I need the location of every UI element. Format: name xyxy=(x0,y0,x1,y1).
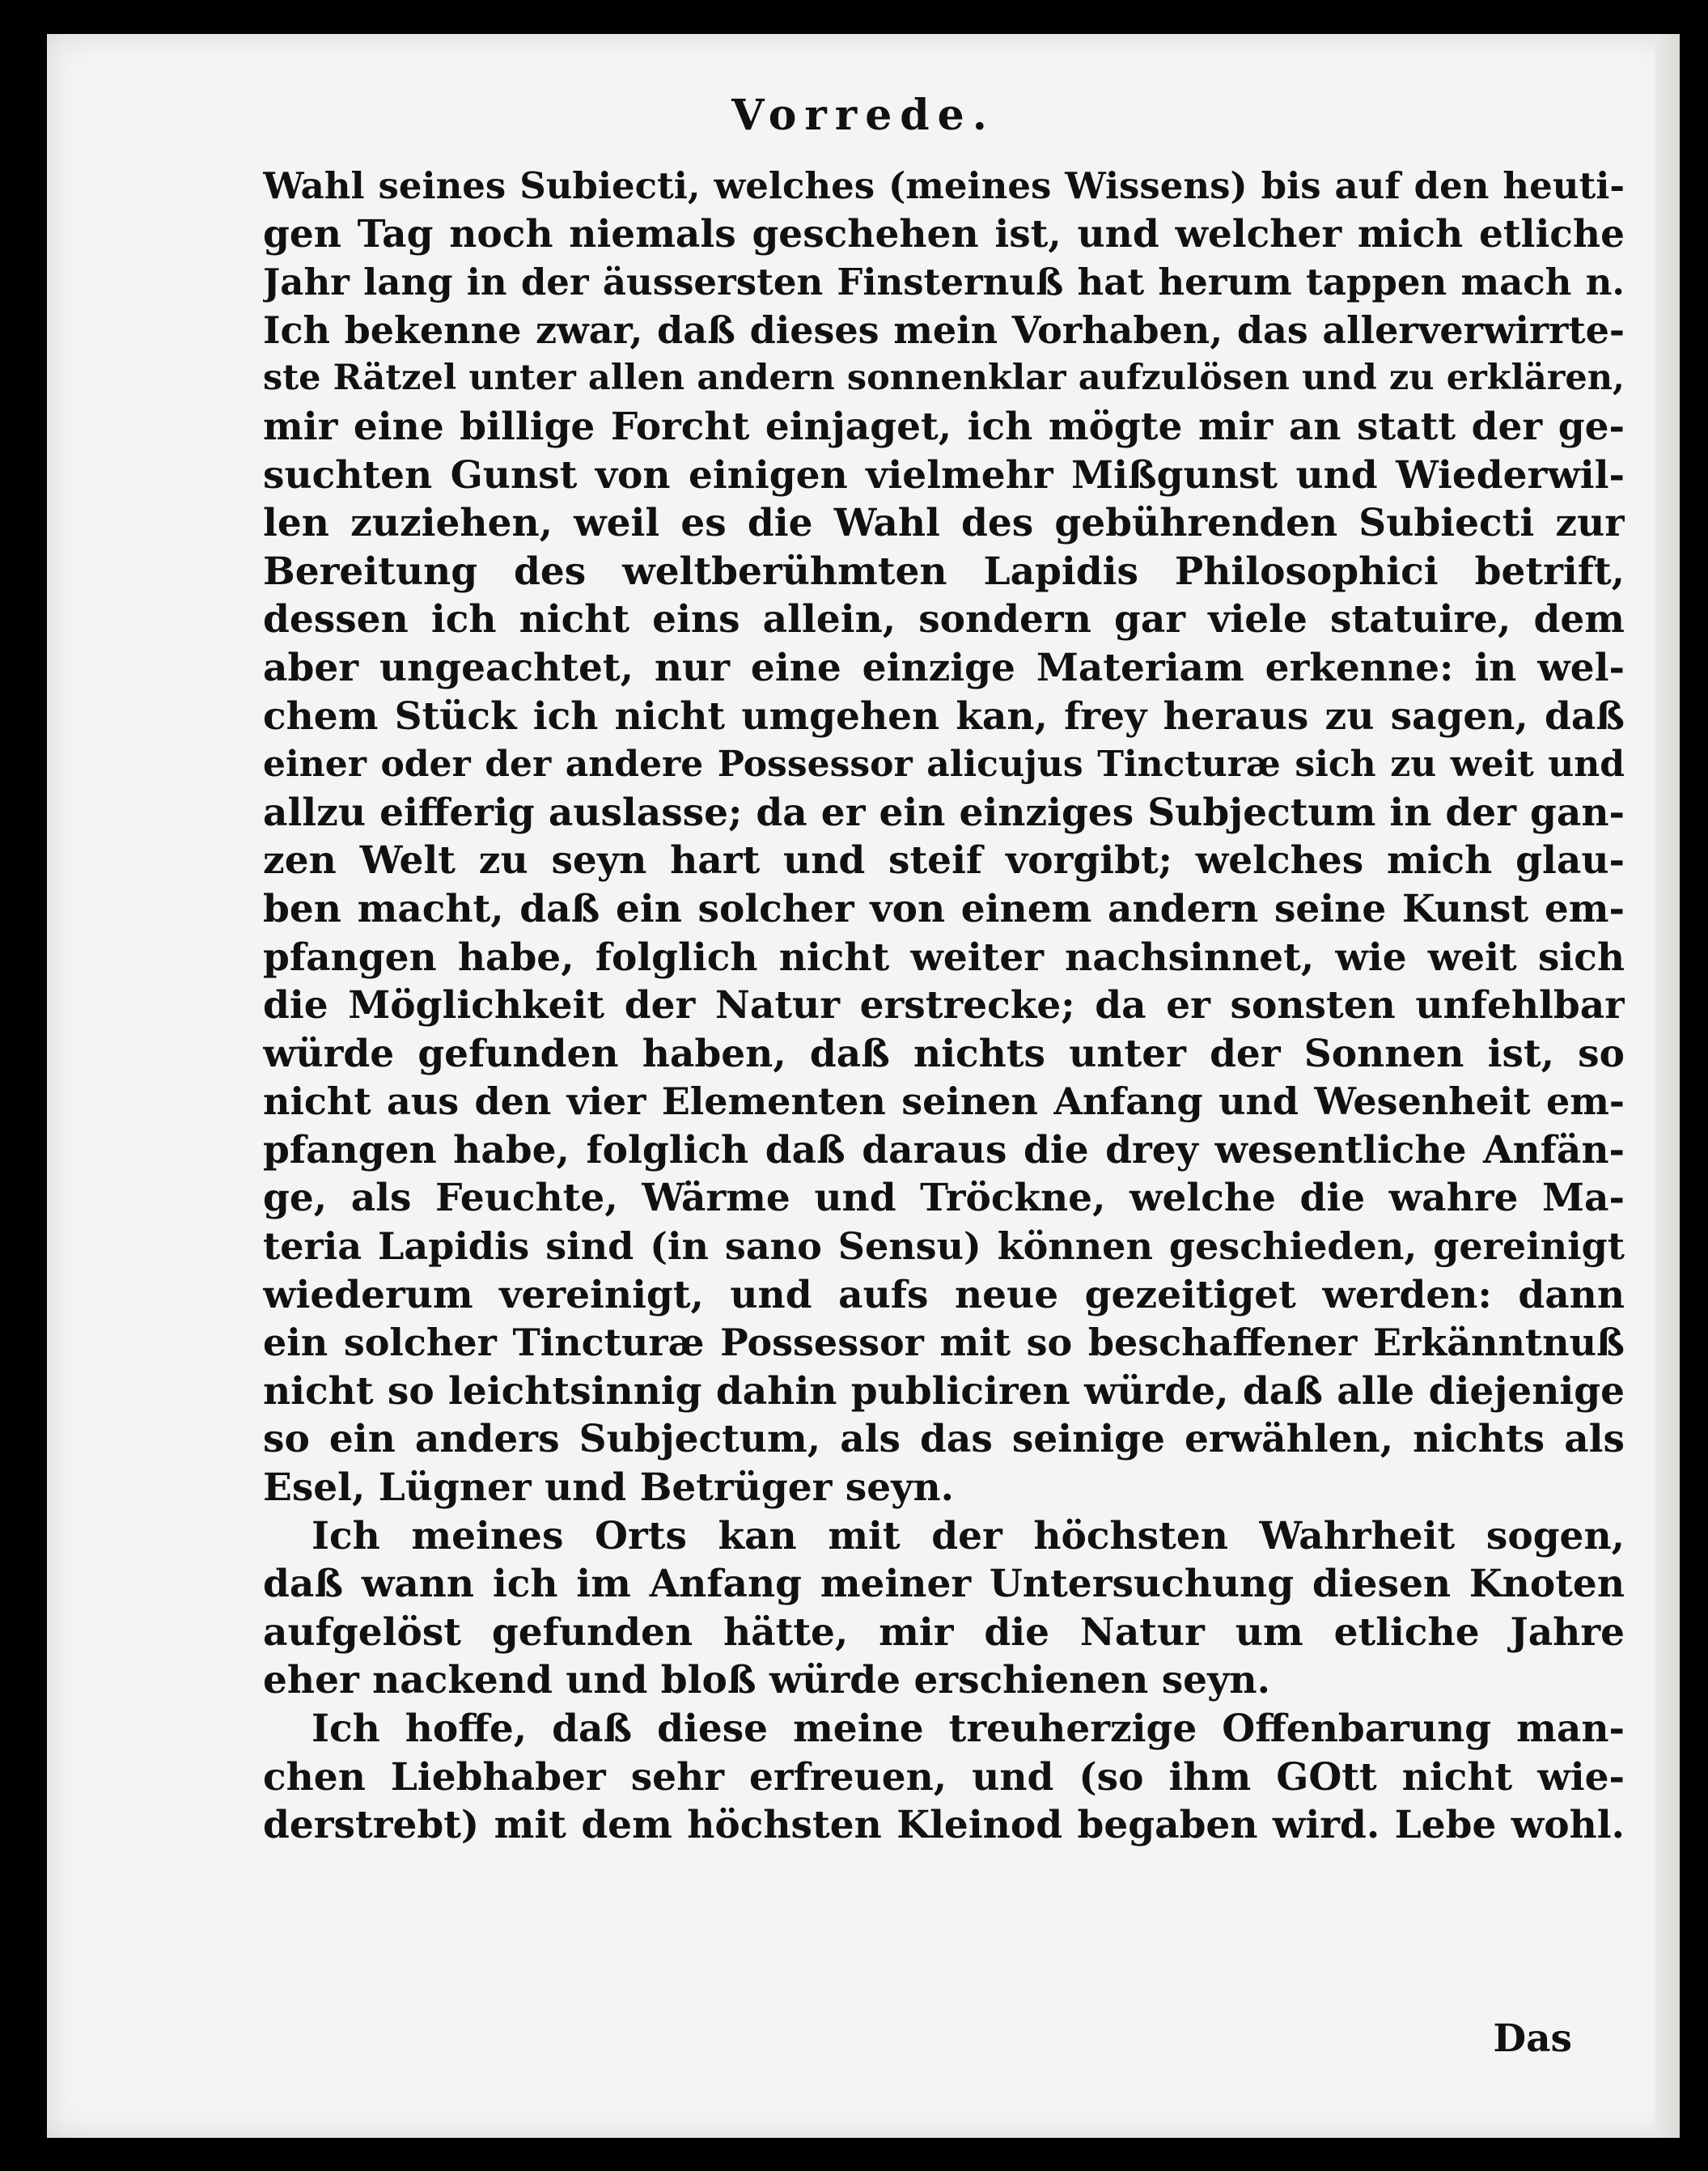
text-line: aber ungeachtet, nur eine einzige Materiam erkenne: in wel- xyxy=(263,645,1625,690)
text-line: nicht so leichtsinnig dahin publiciren würde, daß alle diejenige xyxy=(263,1368,1625,1414)
text-line: chem Stück ich nicht umgehen kan, frey heraus zu sagen, daß xyxy=(263,693,1625,739)
text-line: chen Liebhaber sehr erfreuen, und (so ihm GOtt nicht wie- xyxy=(263,1754,1625,1800)
text-line: gen Tag noch niemals geschehen ist, und welcher mich etliche xyxy=(263,211,1625,257)
text-line: eher nackend und bloß würde erschienen seyn. xyxy=(263,1658,1270,1703)
text-line: pfangen habe, folglich daß daraus die drey wesentliche Anfän- xyxy=(263,1127,1625,1172)
running-header: Vorrede. xyxy=(731,91,995,140)
text-line: Wahl seines Subiecti, welches (meines Wissens) bis auf den heuti- xyxy=(263,164,1625,207)
text-line: teria Lapidis sind (in sano Sensu) können geschieden, gereinigt xyxy=(263,1224,1625,1269)
text-line: suchten Gunst von einigen vielmehr Mißgunst und Wiederwil- xyxy=(263,452,1625,498)
text-line: ein solcher Tincturæ Possessor mit so beschaffener Erkänntnuß xyxy=(263,1321,1625,1365)
text-line: Esel, Lügner und Betrüger seyn. xyxy=(263,1465,954,1511)
text-line: Ich meines Orts kan mit der höchsten Wahrheit sogen, xyxy=(312,1513,1625,1558)
text-line: die Möglichkeit der Natur erstrecke; da er sonsten unfehlbar xyxy=(263,983,1625,1028)
text-line: nicht aus den vier Elementen seinen Anfang und Wesenheit em- xyxy=(263,1079,1625,1124)
text-line: Bereitung des weltberühmten Lapidis Philosophici betrift, xyxy=(263,549,1625,594)
text-line: aufgelöst gefunden hätte, mir die Natur um etliche Jahre xyxy=(263,1609,1625,1655)
text-line: daß wann ich im Anfang meiner Untersuchung diesen Knoten xyxy=(263,1562,1625,1607)
text-line: derstrebt) mit dem höchsten Kleinod begaben wird. Lebe wohl. xyxy=(263,1803,1625,1848)
body-text xyxy=(263,162,1625,1850)
text-line: allzu eifferig auslasse; da er ein einziges Subjectum in der gan- xyxy=(263,790,1625,835)
text-line: so ein anders Subjectum, als das seinige erwählen, nichts als xyxy=(263,1417,1625,1462)
text-line: einer oder der andere Possessor alicujus Tincturæ sich zu weit und xyxy=(263,744,1625,786)
text-line: ste Rätzel unter allen andern sonnenklar aufzulösen und zu erklären, xyxy=(263,358,1625,399)
page-edge xyxy=(1655,34,1680,2138)
text-line: mir eine billige Forcht einjaget, ich mögte mir an statt der ge- xyxy=(263,404,1625,449)
text-line: dessen ich nicht eins allein, sondern gar viele statuire, dem xyxy=(263,597,1625,642)
text-line: zen Welt zu seyn hart und steif vorgibt; welches mich glau- xyxy=(263,838,1625,884)
book-page xyxy=(47,34,1680,2138)
text-line: Ich hoffe, daß diese meine treuherzige Offenbarung man- xyxy=(312,1707,1625,1751)
text-line: Jahr lang in der äussersten Finsternuß hat herum tappen mach n. xyxy=(263,261,1625,304)
text-line: würde gefunden haben, daß nichts unter der Sonnen ist, so xyxy=(263,1031,1625,1076)
text-line: ge, als Feuchte, Wärme und Tröckne, welche die wahre Ma- xyxy=(263,1176,1625,1221)
text-line: pfangen habe, folglich nicht weiter nachsinnet, wie weit sich xyxy=(263,935,1625,980)
catchword: Das xyxy=(1493,2016,1572,2061)
text-line: len zuziehen, weil es die Wahl des gebührenden Subiecti zur xyxy=(263,501,1625,546)
text-line: wiederum vereinigt, und aufs neue gezeitiget werden: dann xyxy=(263,1272,1625,1317)
text-line: ben macht, daß ein solcher von einem andern seine Kunst em- xyxy=(263,886,1625,931)
text-line: Ich bekenne zwar, daß dieses mein Vorhaben, das allerverwirrte- xyxy=(263,307,1625,352)
